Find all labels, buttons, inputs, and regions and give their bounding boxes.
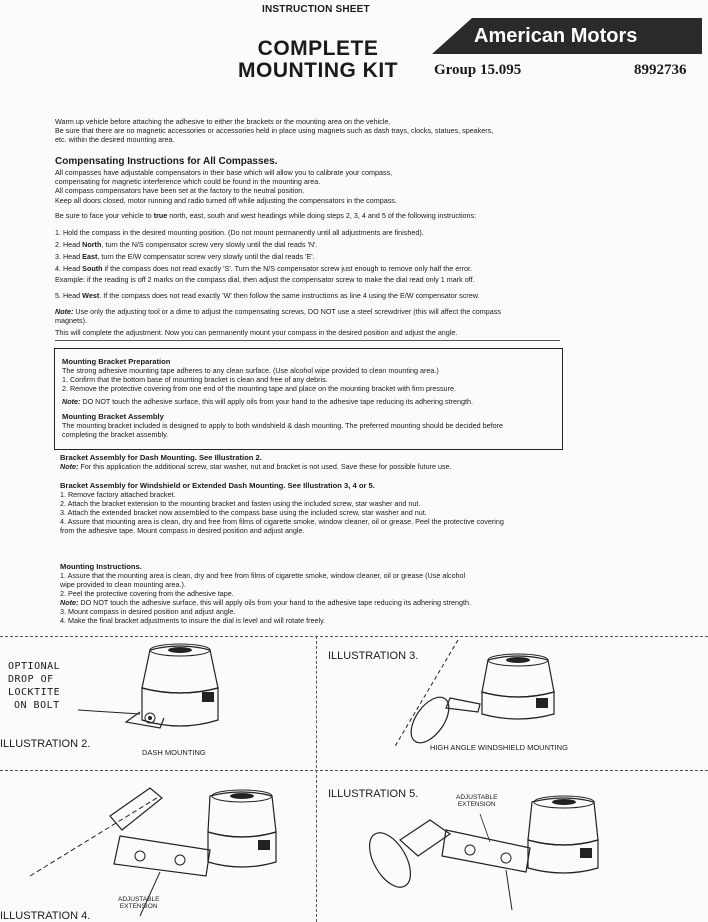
step-text: . If the compass does not read exactly 'W' then follow the same instructions as line 4 using the E/W compensator screw.: [99, 291, 480, 300]
intro-line: Be sure that there are no magnetic accessories or accessories held in place using magnets such as dash trays, clocks, statues, speakers,: [55, 126, 494, 135]
kit-title-line1: COMPLETE: [257, 37, 379, 60]
mounting-heading: Mounting Instructions.: [60, 562, 142, 571]
compass-note: [55, 307, 501, 316]
prep-note: [62, 397, 473, 406]
face-text-pre: Be sure to face your vehicle to: [55, 211, 154, 220]
mounting-line: 4. Make the final bracket adjustments to insure the dial is level and will rotate freely.: [60, 616, 326, 625]
step-bold: East: [82, 252, 98, 261]
face-text-post: north, east, south and west headings while doing steps 2, 3, 4 and 5 of the following instructions:: [167, 211, 477, 220]
illustration-divider-top: [0, 636, 708, 637]
adj-ext-line: ADJUSTABLE: [456, 794, 498, 801]
face-headings-line: [55, 211, 476, 220]
prep-line: 1. Confirm that the bottom base of mounting bracket is clean and free of any debris.: [62, 375, 328, 384]
note-text: DO NOT touch the adhesive surface, this will apply oils from your hand to the adhesive tape reducing its adhering strength.: [78, 598, 471, 607]
illustration-divider-middle: [0, 770, 708, 771]
dash-assembly-heading: Bracket Assembly for Dash Mounting. See Illustration 2.: [60, 453, 262, 462]
illustration-3-caption: HIGH ANGLE WINDSHIELD MOUNTING: [430, 743, 568, 752]
step-bold: West: [82, 291, 100, 300]
step-bold: South: [82, 264, 103, 273]
part-number: 8992736: [634, 62, 687, 78]
illustration-2-compass-drawing: [120, 640, 240, 752]
brand-name: American Motors: [474, 24, 638, 47]
note-text: Use only the adjusting tool or a dime to adjust the compensating screws, DO NOT use a steel screwdriver (this will affect the compass: [73, 307, 501, 316]
handwritten-line: DROP OF: [8, 674, 54, 685]
mounting-note: [60, 598, 471, 607]
windshield-line: 2. Attach the bracket extension to the mounting bracket and fasten using the included screw, star washer and nut.: [60, 499, 421, 508]
step-text: 4. Head: [55, 264, 83, 273]
windshield-line: 3. Attach the extended bracket now assembled to the compass base using the included screw, star washer and nut.: [60, 508, 427, 517]
note-label: Note:: [60, 598, 79, 607]
prep-line: 2. Remove the protective covering from one end of the mounting tape and place on the mounting bracket with firm pressure.: [62, 384, 456, 393]
assembly-line: The mounting bracket included is designed to apply to both windshield & dash mounting. The preferred mounting should be decided before: [62, 421, 503, 430]
handwritten-line: LOCKTITE: [8, 687, 61, 698]
compensating-line: Keep all doors closed, motor running and radio turned off while adjusting the compensators in the compass.: [55, 196, 397, 205]
intro-line: etc. within the desired mounting area.: [55, 135, 175, 144]
mounting-line: 3. Mount compass in desired position and adjust angle.: [60, 607, 236, 616]
compensating-step: [55, 228, 424, 237]
illustration-4-label: ILLUSTRATION 4.: [0, 910, 91, 922]
note-label: Note:: [62, 397, 81, 406]
prep-heading: Mounting Bracket Preparation: [62, 357, 171, 366]
brand-banner: [432, 18, 702, 54]
step-bold: North: [82, 240, 102, 249]
compensating-heading: Compensating Instructions for All Compasses.: [55, 156, 278, 167]
note-text: For this application the additional screw, star washer, nut and bracket is not used. Save these for possible future use.: [78, 462, 452, 471]
mounting-line: 2. Peel the protective covering from the adhesive tape.: [60, 589, 234, 598]
kit-title: [234, 38, 402, 82]
dash-assembly-note: [60, 462, 452, 471]
adjustment-complete-text: This will complete the adjustment. Now you can permanently mount your compass in the desired position and adjust the angle.: [55, 328, 458, 337]
step-text: 5. Head: [55, 291, 83, 300]
step-text: 3. Head: [55, 252, 83, 261]
kit-title-line2: MOUNTING KIT: [238, 59, 398, 82]
handwritten-line: OPTIONAL: [8, 661, 61, 672]
windshield-assembly-heading: Bracket Assembly for Windshield or Extended Dash Mounting. See Illustration 3, 4 or 5.: [60, 481, 375, 490]
adj-ext-line: EXTENSION: [119, 903, 158, 910]
adj-ext-line: EXTENSION: [457, 801, 496, 808]
group-number: Group 15.095: [434, 62, 522, 78]
handwritten-line: ON BOLT: [14, 700, 60, 711]
prep-line: The strong adhesive mounting tape adheres to any clean surface. (Use alcohol wipe provided to clean mounting area.): [62, 366, 439, 375]
windshield-line: 4. Assure that mounting area is clean, dry and free from films of cigarette smoke, window cleaner, oil or grease. Peel the protective covering: [60, 517, 504, 526]
compensating-step: [55, 291, 480, 300]
step-text: , turn the N/S compensator screw very slowly until the dial reads 'N'.: [101, 240, 318, 249]
compensating-step: [55, 240, 317, 249]
illustration-divider-vertical: [316, 636, 317, 922]
mounting-line: 1. Assure that the mounting area is clean, dry and free from films of cigarette smoke, window cleaner, oil or grease (Use alcohol: [60, 571, 466, 580]
step-text: 2. Head: [55, 240, 83, 249]
brand-notch: [432, 18, 472, 54]
compensating-step: [55, 275, 475, 284]
illustration-5-compass-drawing: [350, 790, 650, 920]
underline-rule: [55, 340, 560, 341]
assembly-line: completing the bracket assembly.: [62, 430, 169, 439]
sheet-label: INSTRUCTION SHEET: [262, 4, 370, 15]
illustration-3-compass-drawing: [380, 640, 580, 750]
compensating-step: [55, 252, 315, 261]
illustration-2-label: ILLUSTRATION 2.: [0, 738, 91, 750]
compass-note-cont: magnets).: [55, 316, 87, 325]
step-text: , turn the E/W compensator screw very slowly until the dial reads 'E'.: [97, 252, 315, 261]
note-label: Note:: [60, 462, 79, 471]
illustration-2-caption: DASH MOUNTING: [142, 748, 206, 757]
compensating-line: All compasses have adjustable compensators in their base which will allow you to calibrate your compass,: [55, 168, 393, 177]
windshield-line: from the adhesive tape. Mount compass in desired position and adjust angle.: [60, 526, 305, 535]
adj-ext-line: ADJUSTABLE: [118, 896, 160, 903]
step-text: 1. Hold the compass in the desired mounting position. (Do not mount permanently until all adjustments are finished).: [55, 228, 424, 237]
illustration-3-label: ILLUSTRATION 3.: [328, 650, 419, 662]
assembly-heading: Mounting Bracket Assembly: [62, 412, 164, 421]
note-label: Note:: [55, 307, 74, 316]
mounting-line: wipe provided to clean mounting area.).: [60, 580, 186, 589]
compensating-step: [55, 264, 472, 273]
illustration-4-compass-drawing: [10, 776, 310, 922]
note-text: DO NOT touch the adhesive surface, this will apply oils from your hand to the adhesive tape reducing its adhering strength.: [80, 397, 473, 406]
locktite-arrow: [0, 0, 1, 1]
step-text: if the compass does not read exactly 'S'. Turn the N/S compensator screw just enough to remove only half the error.: [102, 264, 473, 273]
illustration-5-label: ILLUSTRATION 5.: [328, 788, 419, 800]
step-text: Example: if the reading is off 2 marks on the compass dial, then adjust the compensator screw to make the dial read only 1 mark off.: [55, 275, 475, 284]
compensating-line: All compass compensators have been set at the factory to the neutral position.: [55, 186, 305, 195]
intro-line: Warm up vehicle before attaching the adhesive to either the brackets or the mounting area on the vehicle.: [55, 117, 391, 126]
windshield-line: 1. Remove factory attached bracket.: [60, 490, 176, 499]
face-text-bold: true: [153, 211, 168, 220]
adjustable-extension-label-ill4: [118, 896, 159, 910]
handwritten-locktite-note: [8, 660, 60, 712]
compensating-line: compensating for magnetic interference which could be found in the mounting area.: [55, 177, 321, 186]
